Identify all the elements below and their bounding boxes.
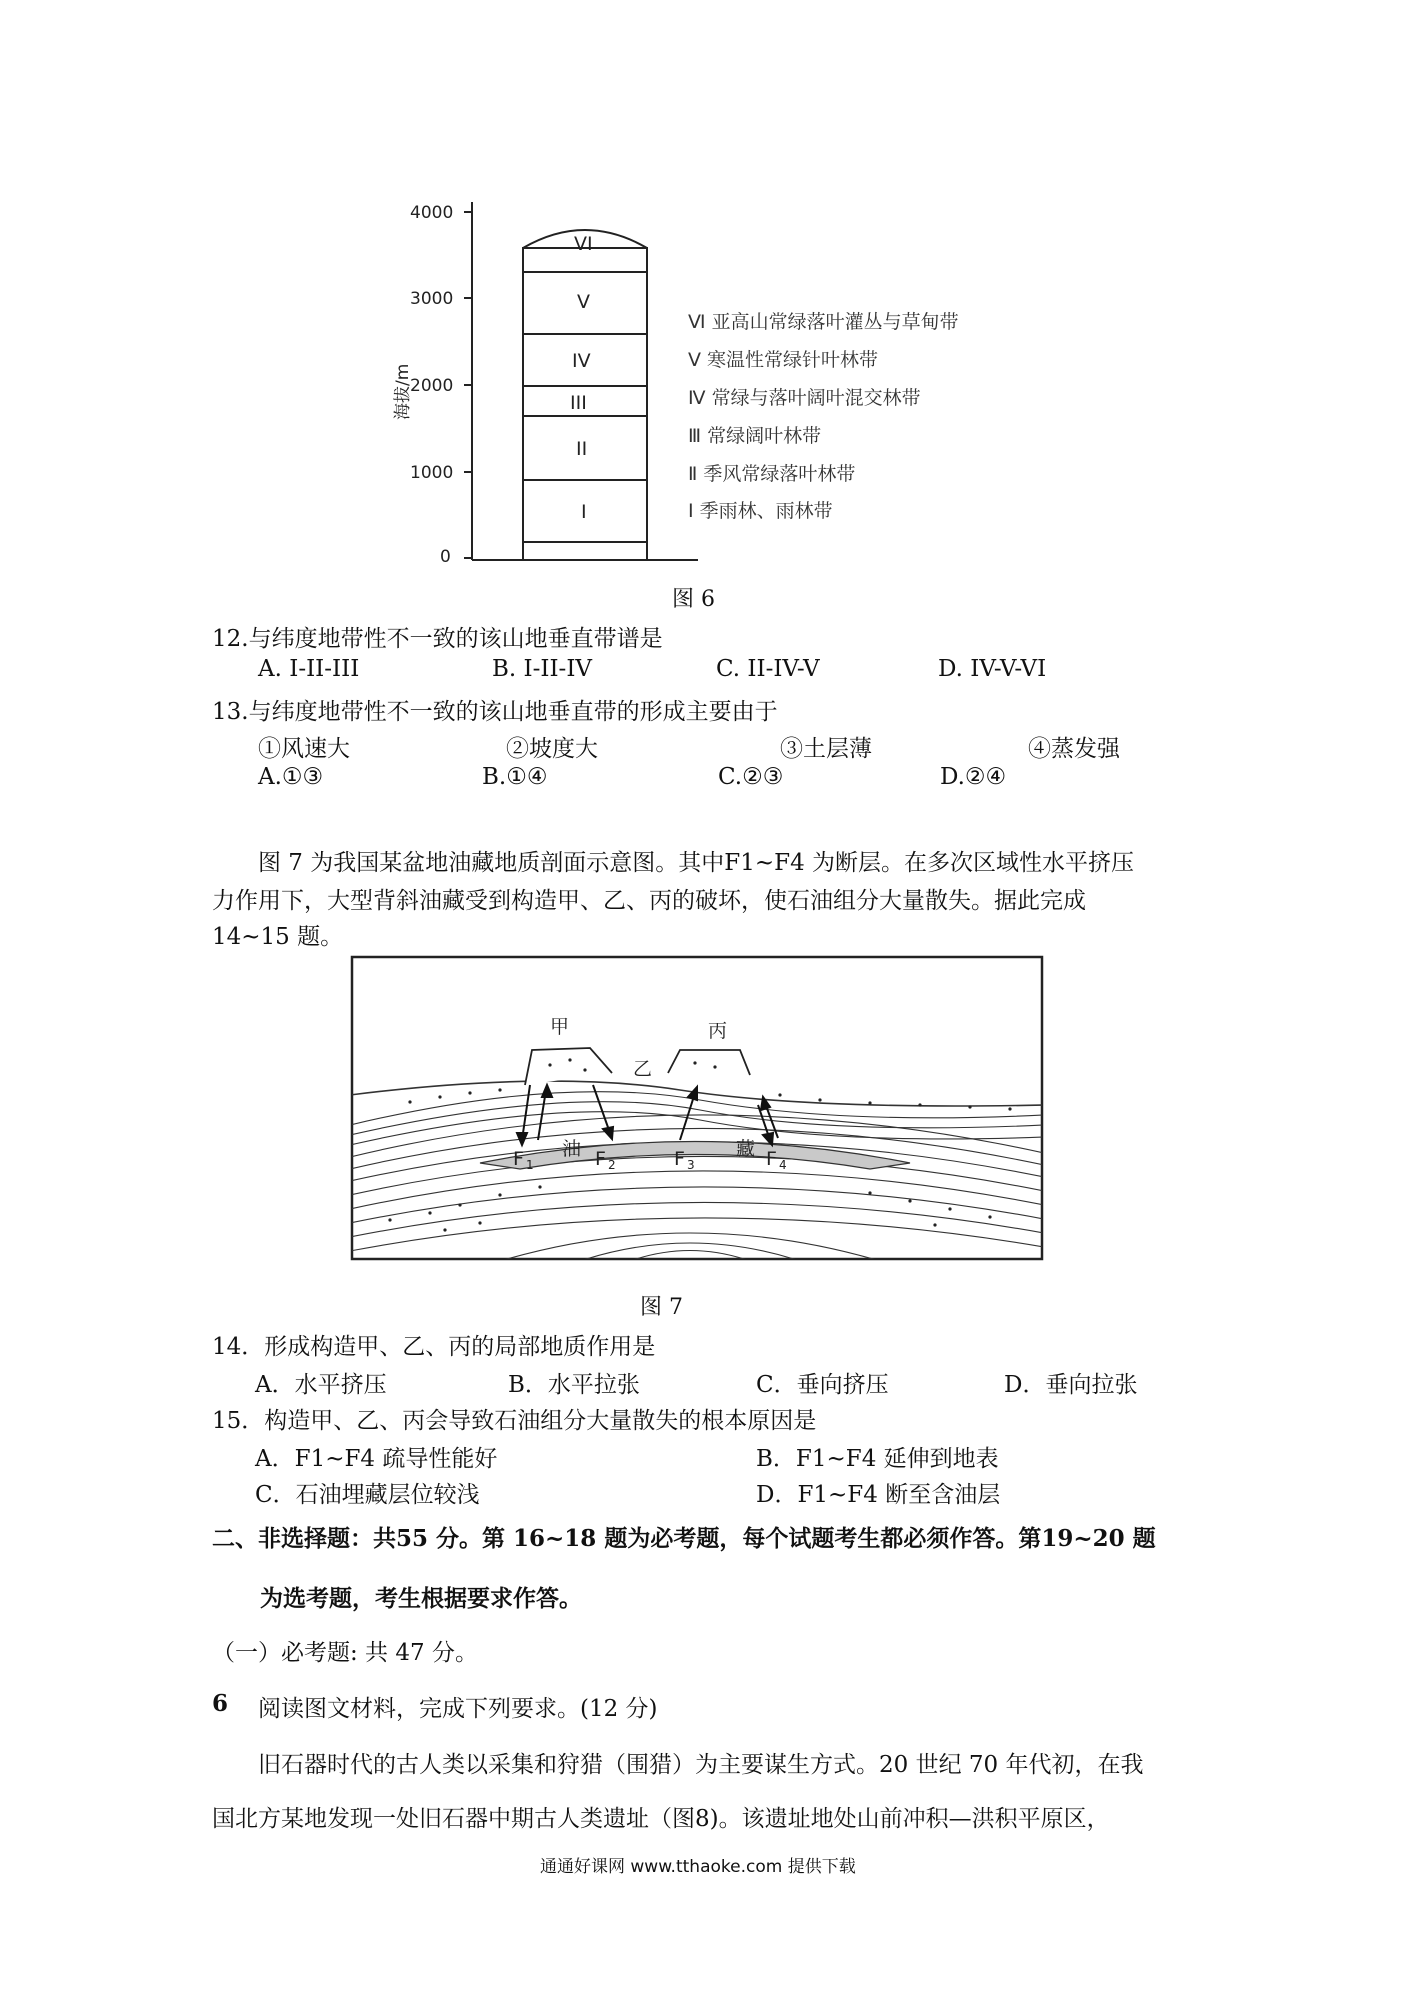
page-footer: 通通好课网 www.tthaoke.com 提供下载 bbox=[540, 1857, 856, 1877]
tick-3000: 3000 bbox=[410, 289, 454, 309]
label-f2-sub: 2 bbox=[608, 1158, 616, 1172]
q13-factor-2: ②坡度大 bbox=[506, 736, 598, 762]
figure-7-caption: 图 7 bbox=[640, 1295, 683, 1320]
zone-label-v: V bbox=[577, 291, 590, 313]
q15-option-a: A．F1~F4 疏导性能好 bbox=[255, 1446, 498, 1472]
q14-option-c: C．垂向挤压 bbox=[756, 1372, 889, 1398]
required-section-label: （一）必考题: 共 47 分。 bbox=[212, 1640, 478, 1666]
block-bing bbox=[668, 1050, 750, 1075]
q13-option-c: C.②③ bbox=[718, 764, 784, 790]
question-15-stem: 15．构造甲、乙、丙会导致石油组分大量散失的根本原因是 bbox=[212, 1408, 817, 1434]
q12-option-d: D. IV-V-VI bbox=[938, 656, 1047, 682]
figure-6-vertical-zonation bbox=[380, 190, 1040, 570]
intro-7-line-1: 图 7 为我国某盆地油藏地质剖面示意图。其中F1~F4 为断层。在多次区域性水平挤压 bbox=[258, 850, 1135, 876]
question-12-stem: 12.与纬度地带性不一致的该山地垂直带谱是 bbox=[212, 626, 663, 652]
figure-7-oil-reservoir-section bbox=[350, 955, 1044, 1261]
label-f1: F bbox=[513, 1148, 524, 1170]
section-2-heading-line-2: 为选考题，考生根据要求作答。 bbox=[260, 1585, 582, 1612]
q13-factor-3: ③土层薄 bbox=[780, 736, 872, 762]
label-f1-sub: 1 bbox=[526, 1158, 534, 1172]
label-you: 油 bbox=[562, 1138, 582, 1160]
q13-factor-4: ④蒸发强 bbox=[1028, 736, 1120, 762]
legend-iv: Ⅳ 常绿与落叶阔叶混交林带 bbox=[688, 387, 921, 409]
y-axis-label: 海拔/m bbox=[393, 363, 413, 420]
label-zang: 藏 bbox=[736, 1138, 756, 1160]
section-2-heading-line-1: 二、非选择题：共55 分。第 16~18 题为必考题，每个试题考生都必须作答。第19~20 题 bbox=[212, 1525, 1156, 1552]
question-16-number: 6 bbox=[212, 1690, 229, 1717]
q15-option-b: B．F1~F4 延伸到地表 bbox=[756, 1446, 999, 1472]
q14-option-d: D．垂向拉张 bbox=[1004, 1372, 1138, 1398]
q13-option-a: A.①③ bbox=[258, 764, 324, 790]
q12-option-c: C. II-IV-V bbox=[716, 656, 820, 682]
zone-label-ii: II bbox=[576, 438, 588, 460]
q14-option-a: A．水平挤压 bbox=[255, 1372, 387, 1398]
label-f3-sub: 3 bbox=[687, 1158, 695, 1172]
legend-v: Ⅴ 寒温性常绿针叶林带 bbox=[688, 349, 879, 371]
q14-option-b: B．水平拉张 bbox=[508, 1372, 640, 1398]
tick-0: 0 bbox=[440, 547, 451, 567]
intro-7-line-2: 力作用下，大型背斜油藏受到构造甲、乙、丙的破坏，使石油组分大量散失。据此完成 bbox=[212, 888, 1086, 914]
label-yi: 乙 bbox=[633, 1058, 653, 1080]
q16-material-line-2: 国北方某地发现一处旧石器中期古人类遗址（图8)。该遗址地处山前冲积—洪积平原区， bbox=[212, 1806, 1110, 1832]
label-f4: F bbox=[766, 1148, 777, 1170]
zone-label-iv: IV bbox=[572, 350, 591, 372]
question-14-stem: 14．形成构造甲、乙、丙的局部地质作用是 bbox=[212, 1334, 656, 1360]
q13-option-b: B.①④ bbox=[482, 764, 548, 790]
question-13-stem: 13.与纬度地带性不一致的该山地垂直带的形成主要由于 bbox=[212, 699, 778, 725]
question-16-stem: 阅读图文材料，完成下列要求。(12 分) bbox=[258, 1696, 658, 1722]
zone-label-vi: VI bbox=[574, 233, 593, 255]
q12-option-a: A. I-II-III bbox=[258, 656, 360, 682]
tick-2000: 2000 bbox=[410, 376, 454, 396]
label-f4-sub: 4 bbox=[779, 1158, 787, 1172]
zone-label-i: I bbox=[581, 501, 587, 523]
tick-1000: 1000 bbox=[410, 463, 454, 483]
zone-label-iii: III bbox=[570, 392, 587, 414]
legend-i: Ⅰ 季雨林、雨林带 bbox=[688, 500, 833, 522]
q16-material-line-1: 旧石器时代的古人类以采集和狩猎（围猎）为主要谋生方式。20 世纪 70 年代初，在我 bbox=[258, 1752, 1144, 1778]
legend-vi: Ⅵ 亚高山常绿落叶灌丛与草甸带 bbox=[688, 311, 959, 333]
intro-7-line-3: 14~15 题。 bbox=[212, 924, 344, 950]
label-f3: F bbox=[674, 1148, 685, 1170]
figure-6-caption: 图 6 bbox=[672, 587, 715, 612]
legend-ii: Ⅱ 季风常绿落叶林带 bbox=[688, 463, 856, 485]
legend-iii: Ⅲ 常绿阔叶林带 bbox=[688, 425, 822, 447]
q15-option-c: C．石油埋藏层位较浅 bbox=[255, 1482, 480, 1508]
label-bing: 丙 bbox=[708, 1020, 728, 1042]
tick-4000: 4000 bbox=[410, 203, 454, 223]
q15-option-d: D．F1~F4 断至含油层 bbox=[756, 1482, 1001, 1508]
q13-factor-1: ①风速大 bbox=[258, 736, 350, 762]
q13-option-d: D.②④ bbox=[940, 764, 1007, 790]
label-jia: 甲 bbox=[550, 1016, 570, 1038]
q12-option-b: B. I-II-IV bbox=[492, 656, 593, 682]
label-f2: F bbox=[595, 1148, 606, 1170]
